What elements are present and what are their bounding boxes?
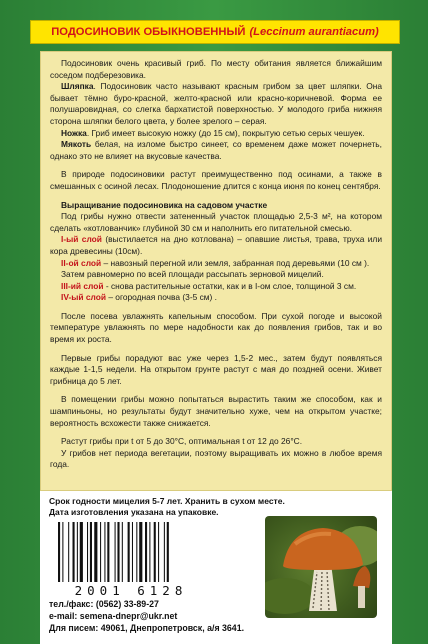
layer1-paragraph	[50, 234, 382, 257]
layer2-note: Затем равномерно по всей площади рассыпать зерновой мицелий.	[61, 269, 324, 280]
flesh-label: Мякоть	[61, 139, 92, 150]
layer1-text: (выстилается на дно котлована) – опавшие листья, трава, труха или кора древесины (10см).	[50, 234, 382, 256]
email-text[interactable]: e-mail: semena-dnepr@ukr.net	[49, 611, 178, 621]
flesh-text: белая, на изломе быстро синеет, со временем даже может почернеть, однако это не влияет на вкусовые качества.	[50, 139, 382, 161]
first-fruit-paragraph: Первые грибы порадуют вас уже через 1,5-2 мес., затем будут появляться каждые 1-1,5 недели. На открытом грунте растут с мая до поздней осени. Живет грибница до 5 лет.	[50, 352, 382, 386]
cap-text: . Подосиновик часто называют красным грибом за цвет шляпки. Она бывает тёмно буро-красной, желто-красной или красно-коричневой. Форма ее полушаровидная, со слегка бархатистой поверхностью. У молодого гриба нижняя сторона шляпки белого цвета, у более зрелого – серая.	[50, 81, 382, 126]
intro-paragraph: Подосиновик очень красивый гриб. По месту обитания является ближайшим соседом подберезовика.	[50, 58, 382, 80]
shelf-life-text: Срок годности мицелия 5-7 лет. Хранить в сухом месте.	[49, 496, 285, 506]
cap-paragraph	[50, 81, 382, 127]
cap-label: Шляпка	[61, 81, 94, 92]
title-name: ПОДОСИНОВИК ОБЫКНОВЕННЫЙ	[51, 26, 246, 38]
growing-heading: Выращивание подосиновика на садовом участке	[61, 199, 268, 210]
layer4-text: – огородная почва (3-5 см) .	[106, 292, 217, 303]
barcode-bars	[56, 522, 206, 582]
season-paragraph: У грибов нет периода вегетации, поэтому выращивать их можно в любое время года.	[50, 447, 382, 470]
phone-text: тел./факс: (0562) 33-89-27	[49, 599, 159, 609]
layer2-text: – навозный перегной или земля, забранная под деревьями (10 см ).	[101, 257, 370, 268]
layer3-text: - снова растительные остатки, как и в I-ом слое, толщиной 3 см.	[103, 280, 357, 291]
stem-label: Ножка	[61, 127, 87, 138]
mushroom-photo	[265, 516, 377, 618]
address-text: Для писем: 49061, Днепропетровск, а/я 3641.	[49, 623, 245, 633]
after-sowing-paragraph: После посева увлажнять капельным способом. При сухой погоде и высокой температуре увлажнять по мере надобности как до появления грибов, так и во время их роста.	[50, 310, 382, 345]
layer3-label: III-ий слой	[61, 280, 104, 291]
layer2-label: II-ой слой	[61, 257, 102, 268]
layer1-label: I-ый слой	[61, 234, 102, 245]
storage-info	[49, 496, 285, 518]
layer4-paragraph	[50, 292, 382, 304]
title-latin: (Leccinum aurantiacum)	[249, 26, 379, 38]
title-banner	[30, 20, 400, 44]
label-area	[40, 491, 392, 644]
contacts	[49, 598, 244, 634]
description-panel	[40, 51, 392, 491]
layer4-label: IV-ый слой	[61, 292, 106, 303]
habitat-paragraph: В природе подосиновики растут преимущественно под осинами, а также в смешанных с осиной лесах. Плодоношение длится с конца июня по конец сентября.	[50, 169, 382, 191]
layer2-paragraph	[50, 258, 382, 270]
stem-paragraph	[50, 128, 382, 140]
barcode-number: 2001 6128	[74, 583, 188, 598]
date-note-text: Дата изготовления указана на упаковке.	[49, 507, 219, 517]
growing-intro: Под грибы нужно отвести затененный участок площадью 2,5-3 м², на котором сделать «котлованчик» глубиной 30 см и наполнить его питательной смесью.	[50, 211, 382, 233]
mushroom-illustration	[265, 516, 377, 618]
barcode	[51, 522, 211, 598]
indoor-paragraph: В помещении грибы можно попытаться вырастить таким же способом, как и шампиньоны, но результаты будут значительно хуже, чем на открытом участке; вероятность всхожести также снижается.	[50, 394, 382, 428]
stem-text: . Гриб имеет высокую ножку (до 15 см), покрытую сетью серых чешуек.	[86, 127, 365, 138]
temperature-paragraph: Растут грибы при t от 5 до 30°С, оптимальная t от 12 до 26°С.	[61, 436, 303, 447]
flesh-paragraph	[50, 139, 382, 162]
layer3-paragraph	[50, 281, 382, 293]
